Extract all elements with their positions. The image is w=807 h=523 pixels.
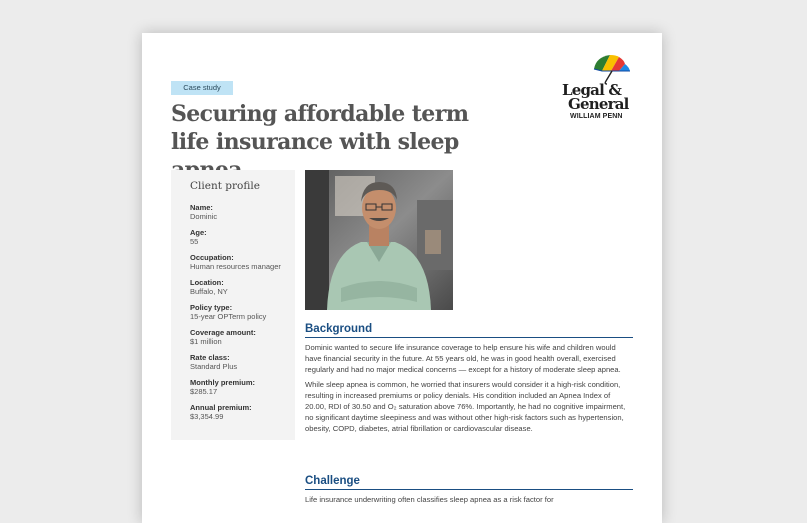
logo-text-william-penn: WILLIAM PENN xyxy=(570,113,623,120)
profile-item-occupation xyxy=(190,253,286,272)
profile-item-name xyxy=(190,203,286,222)
background-section xyxy=(305,323,633,434)
profile-value: Human resources manager xyxy=(190,262,281,271)
profile-label: Location: xyxy=(190,278,224,287)
profile-label: Coverage amount: xyxy=(190,328,256,337)
profile-label: Rate class: xyxy=(190,353,230,362)
profile-item-policy-type xyxy=(190,303,286,322)
background-paragraph-2: While sleep apnea is common, he worried that insurers would consider it a high-risk condition, resulting in increased premiums or policy denials. His condition included an Apnea Index of 20.00, RDI of 30.50 and O₂ saturation above 76%. Importantly, he had no cognitive impairment, no significant daytime sleepiness and was without other high-risk factors such as hypertension, obesity, COPD, diabetes, atrial fibrillation or cardiovascular disease. xyxy=(305,380,626,433)
client-profile-panel xyxy=(171,170,295,440)
profile-value: Dominic xyxy=(190,212,218,221)
background-paragraph-1: Dominic wanted to secure life insurance coverage to help ensure his wife and children would have financial security in the future. At 55 years old, he was in good health overall, exercised regularly and had no major medical concerns — except for a history of moderate sleep apnea. xyxy=(305,343,621,374)
background-heading: Background xyxy=(305,323,633,338)
client-profile-list xyxy=(190,203,286,428)
profile-item-annual-premium xyxy=(190,403,286,422)
profile-label: Policy type: xyxy=(190,303,233,312)
profile-label: Annual premium: xyxy=(190,403,252,412)
profile-value: 55 xyxy=(190,237,199,246)
document-page xyxy=(142,33,662,523)
logo-text-general: General xyxy=(568,95,629,113)
profile-label: Monthly premium: xyxy=(190,378,255,387)
logo-text-legal: Legal & xyxy=(562,81,622,99)
profile-value: Standard Plus xyxy=(190,362,238,371)
challenge-section xyxy=(305,475,633,506)
profile-value: $285.17 xyxy=(190,387,218,396)
profile-item-age xyxy=(190,228,286,247)
profile-item-location xyxy=(190,278,286,297)
case-study-tag: Case study xyxy=(171,81,233,95)
profile-item-rate-class xyxy=(190,353,286,372)
profile-item-monthly-premium xyxy=(190,378,286,397)
client-profile-heading: Client profile xyxy=(190,180,260,192)
challenge-heading: Challenge xyxy=(305,475,633,490)
profile-value: $1 million xyxy=(190,337,222,346)
company-logo xyxy=(558,53,634,125)
portrait-illustration xyxy=(305,170,453,310)
profile-label: Occupation: xyxy=(190,253,234,262)
profile-label: Age: xyxy=(190,228,207,237)
page-title: Securing affordable term life insurance with sleep xyxy=(171,101,469,155)
challenge-paragraph-1: Life insurance underwriting often classifies sleep apnea as a risk factor for xyxy=(305,495,554,504)
client-photo xyxy=(305,170,453,310)
profile-value: $3,354.99 xyxy=(190,412,224,421)
profile-label: Name: xyxy=(190,203,213,212)
profile-value: Buffalo, NY xyxy=(190,287,228,296)
profile-item-coverage xyxy=(190,328,286,347)
profile-value: 15-year OPTerm policy xyxy=(190,312,267,321)
